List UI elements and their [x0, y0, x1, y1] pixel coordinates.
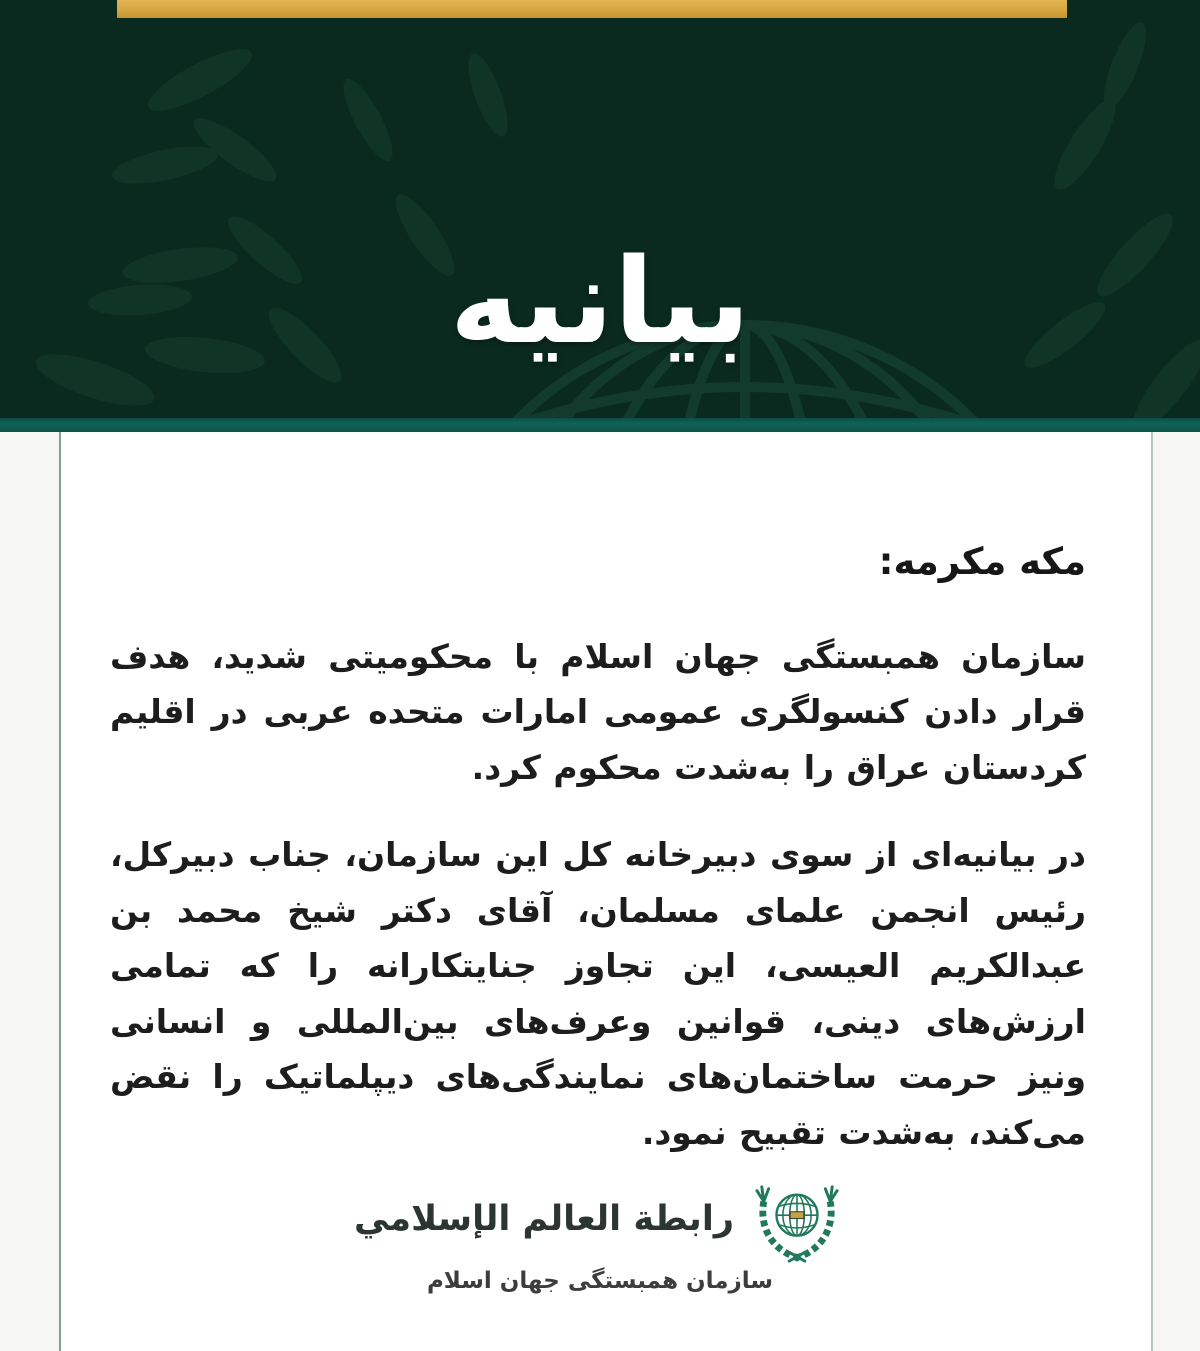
teal-divider-bar: [0, 418, 1200, 432]
statement-paragraph-1: سازمان همبستگی جهان اسلام با محکومیتی شدید، هدف قرار دادن کنسولگری عمومی امارات متحده عربی در اقلیم کردستان عراق را به‌شدت محکوم کرد.: [110, 637, 1086, 787]
gold-accent-bar: [117, 0, 1067, 18]
logo-subtitle-text: سازمان همبستگی جهان اسلام: [426, 1268, 774, 1294]
statement-content: [110, 540, 1086, 1192]
page-title: بیانیه: [449, 232, 751, 370]
globe-wreath-emblem-icon: [748, 1178, 846, 1266]
header-banner: [0, 0, 1200, 418]
organization-logo: [0, 1178, 1200, 1294]
logo-calligraphy-text: رابطة العالم الإسلامي: [354, 1198, 734, 1239]
statement-paragraph-2: در بیانیه‌ای از سوی دبیرخانه کل این سازمان، جناب دبیرکل، رئیس انجمن علمای مسلمان، آقای دکتر شیخ محمد بن عبدالکریم العیسی، این تجاوز جنایتکارانه را که تمامی ارزش‌های دینی، قوانین وعرف‌های بین‌المللی و انسانی ونیز حرمت ساختمان‌های نمایندگی‌های دیپلماتیک را نقض می‌کند، به‌شدت تقبیح نمود.: [110, 835, 1086, 1152]
location-heading: مکه مکرمه:: [878, 540, 1086, 583]
